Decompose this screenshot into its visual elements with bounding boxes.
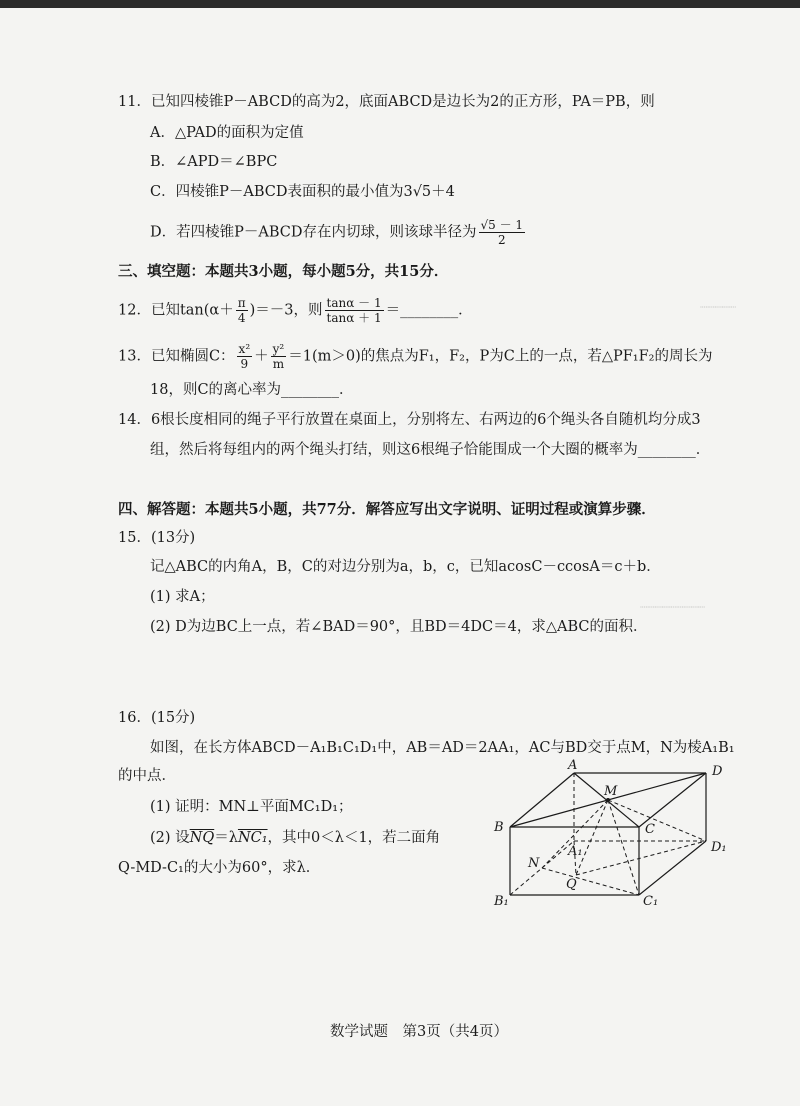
label-c1: C₁ [643, 894, 659, 909]
fraction-numerator: y² [272, 342, 285, 356]
edge-c1d1 [639, 841, 706, 895]
section-3-heading: 三、填空题：本题共3小题，每小题5分，共15分． [118, 263, 449, 280]
q16-part-2 [150, 828, 440, 848]
cuboid-figure [480, 755, 740, 915]
pi-over-4-fraction [236, 296, 248, 325]
q16-body-2: 的中点． [118, 768, 176, 784]
q11-option-b: B．∠APD＝∠BPC [150, 154, 278, 170]
q16-part-2-text: (2) 设 [150, 830, 190, 846]
fraction-denominator: 4 [237, 311, 246, 325]
q13 [118, 342, 712, 371]
fraction-denominator: 9 [240, 357, 249, 371]
q16-part-2-eq: ＝λ [214, 830, 238, 846]
label-d: D [712, 764, 723, 779]
label-m: M [604, 784, 618, 799]
page-footer: 数学试题 第3页（共4页） [330, 1024, 508, 1040]
bleed-through: ┈┈┈┈┈ [700, 300, 737, 314]
bleed-through: ┈┈┈┈┈┈┈┈┈ [640, 600, 706, 614]
q11-option-d-text: D．若四棱锥P－ABCD存在内切球，则该球半径为 [150, 224, 477, 241]
q13-suffix: ＝1(m＞0)的焦点为F₁，F₂，P为C上的一点，若△PF₁F₂的周长为 [288, 348, 713, 365]
q15-body: 记△ABC的内角A，B，C的对边分别为a，b，c，已知acosC－ccosA＝c＋b． [150, 559, 661, 575]
fraction-numerator: tanα － 1 [326, 296, 382, 310]
q12-mid: )＝－3，则 [249, 302, 323, 319]
q16-part-2-line-2: Q-MD-C₁的大小为60°，求λ． [118, 860, 321, 876]
vector-nc1: NC₁ [237, 830, 268, 846]
vector-nq: $\overline{NQ}$ [189, 830, 215, 846]
segment-md1 [608, 800, 706, 841]
edge-ab [510, 773, 574, 827]
q13-line-2: 18，则C的离心率为________． [150, 382, 354, 398]
tan-fraction [325, 296, 384, 325]
q11-radius-fraction [479, 218, 526, 247]
q13-prefix: 13．已知椭圆C： [118, 348, 235, 365]
label-q: Q [566, 877, 577, 892]
plus-sign: ＋ [254, 348, 269, 365]
label-b: B [494, 820, 504, 835]
q12 [118, 296, 473, 325]
label-n: N [528, 856, 540, 871]
segment-nc1 [542, 868, 639, 895]
q12-prefix: 12．已知tan(α＋ [118, 302, 234, 319]
q14-line-2: 组，然后将每组内的两个绳头打结，则这6根绳子恰能围成一个大圈的概率为________． [150, 442, 711, 458]
q16-body-1: 如图，在长方体ABCD－A₁B₁C₁D₁中，AB＝AD＝2AA₁，AC与BD交于点M，N为棱A₁B₁ [150, 740, 735, 756]
q11-option-a: A．△PAD的面积为定值 [150, 125, 304, 141]
label-a: A [568, 758, 578, 773]
edge-cd [639, 773, 706, 827]
label-d1: D₁ [711, 840, 727, 855]
fraction-denominator: m [272, 357, 285, 371]
segment-qd1 [576, 841, 706, 875]
q15-part-2: (2) D为边BC上一点，若∠BAD＝90°，且BD＝4DC＝4，求△ABC的面积． [150, 619, 648, 635]
q16-part-2-rest: ，其中0＜λ＜1，若二面角 [267, 830, 441, 846]
fraction-denominator: 2 [497, 233, 506, 247]
q11-stem: 11．已知四棱锥P－ABCD的高为2，底面ABCD是边长为2的正方形，PA＝PB，则 [118, 94, 655, 110]
x-fraction [237, 342, 253, 371]
section-4-heading: 四、解答题：本题共5小题，共77分．解答应写出文字说明、证明过程或演算步骤． [118, 501, 656, 518]
q16-heading: 16．(15分) [118, 710, 196, 726]
top-edge [0, 0, 800, 8]
segment-mq [576, 800, 608, 875]
q14-line-1: 14．6根长度相同的绳子平行放置在桌面上，分别将左、右两边的6个绳头各自随机均分成3 [118, 412, 701, 428]
label-c: C [645, 822, 655, 837]
fraction-numerator: π [237, 296, 246, 310]
fraction-numerator: √5 － 1 [480, 218, 524, 232]
label-b1: B₁ [494, 894, 509, 909]
q11-option-c: C．四棱锥P－ABCD表面积的最小值为3√5＋4 [150, 184, 455, 200]
q12-suffix: ＝________． [385, 302, 473, 319]
fraction-numerator: x² [238, 342, 251, 356]
q11-option-d [150, 218, 527, 247]
y-fraction [271, 342, 287, 371]
q15-part-1: (1) 求A； [150, 589, 215, 605]
fraction-denominator: tanα ＋ 1 [326, 311, 382, 325]
q15-heading: 15．(13分) [118, 530, 196, 546]
q16-part-1: (1) 证明：MN⊥平面MC₁D₁； [150, 799, 353, 815]
label-a1: A₁ [568, 844, 583, 859]
